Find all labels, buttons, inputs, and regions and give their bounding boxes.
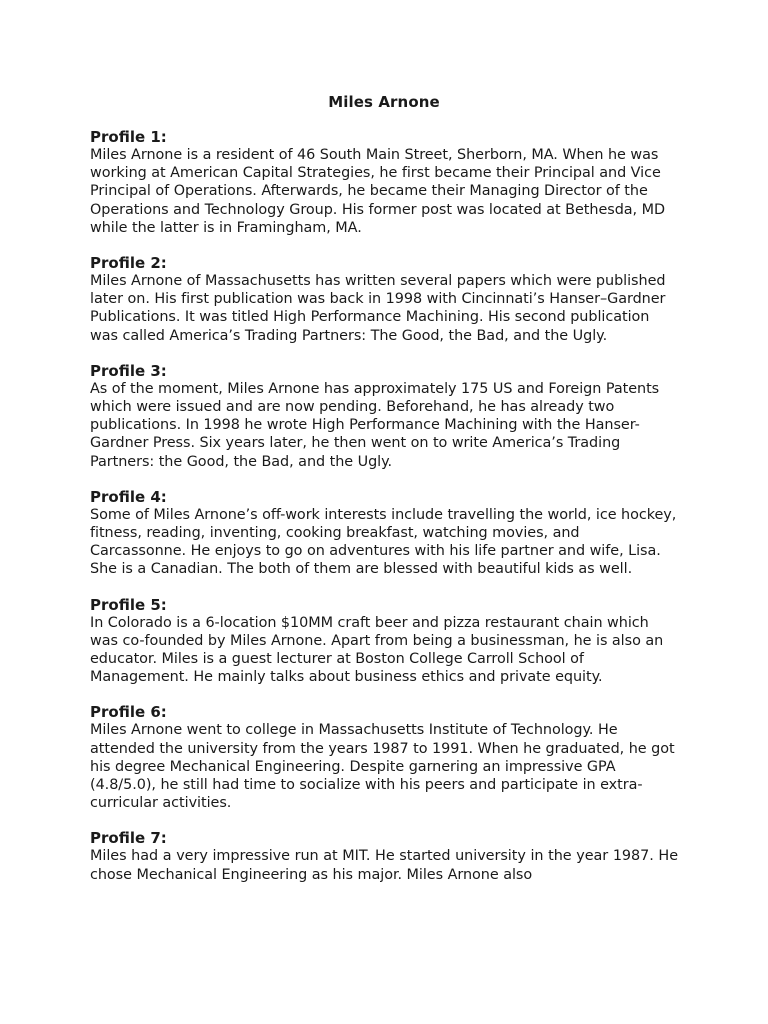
profile-section-5 xyxy=(90,596,678,687)
document-page xyxy=(90,92,678,901)
profile-body: Miles Arnone of Massachusetts has written several papers which were published later on. His first publication was back in 1998 with Cincinnati’s Hanser–Gardner Publications. It was titled High Performance Machining. His second publication was called America’s Trading Partners: The Good, the Bad, and the Ugly. xyxy=(90,273,666,344)
profile-body: Miles Arnone went to college in Massachusetts Institute of Technology. He attended the university from the years 1987 to 1991. When he graduated, he got his degree Mechanical Engineering. Despite garnering an impressive GPA (4.8/5.0), he still had time to socialize with his peers and participate in extra-curricular activities. xyxy=(90,722,675,812)
profile-body: Miles had a very impressive run at MIT. He started university in the year 1987. He chose Mechanical Engineering as his major. Miles Arnone also xyxy=(90,848,678,883)
profile-section-4 xyxy=(90,488,678,579)
profile-section-3 xyxy=(90,362,678,471)
profile-body: Some of Miles Arnone’s off-work interests include travelling the world, ice hockey, fitness, reading, inventing, cooking breakfast, watching movies, and Carcassonne. He enjoys to go on adventures with his life partner and wife, Lisa. She is a Canadian. The both of them are blessed with beautiful kids as well. xyxy=(90,506,677,578)
profile-heading: Profile 2: xyxy=(90,254,167,273)
profile-heading: Profile 6: xyxy=(90,703,167,722)
profile-section-6 xyxy=(90,703,678,812)
profile-heading: Profile 5: xyxy=(90,595,167,614)
profile-section-2 xyxy=(90,254,678,345)
profile-section-7 xyxy=(90,829,678,883)
profile-heading: Profile 7: xyxy=(90,829,167,848)
profile-body: Miles Arnone is a resident of 46 South Main Street, Sherborn, MA. When he was working at American Capital Strategies, he first became their Principal and Vice Principal of Operations. Afterwards, he became their Managing Director of the Operations and Technology Group. His former post was located at Bethesda, MD while the latter is in Framingham, MA. xyxy=(90,147,665,236)
profile-heading: Profile 1: xyxy=(90,128,167,146)
profile-section-1 xyxy=(90,128,678,237)
profile-heading: Profile 4: xyxy=(90,487,167,506)
profile-heading: Profile 3: xyxy=(90,361,167,380)
profile-body: In Colorado is a 6-location $10MM craft beer and pizza restaurant chain which was co-founded by Miles Arnone. Apart from being a businessman, he is also an educator. Miles is a guest lecturer at Boston College Carroll School of Management. He mainly talks about business ethics and private equity. xyxy=(90,614,664,686)
profile-body: As of the moment, Miles Arnone has approximately 175 US and Foreign Patents which were issued and are now pending. Beforehand, he has already two publications. In 1998 he wrote High Performance Machining with the Hanser-Gardner Press. Six years later, he then went on to write America’s Trading Partners: the Good, the Bad, and the Ugly. xyxy=(90,380,660,470)
document-title: Miles Arnone xyxy=(328,93,440,111)
